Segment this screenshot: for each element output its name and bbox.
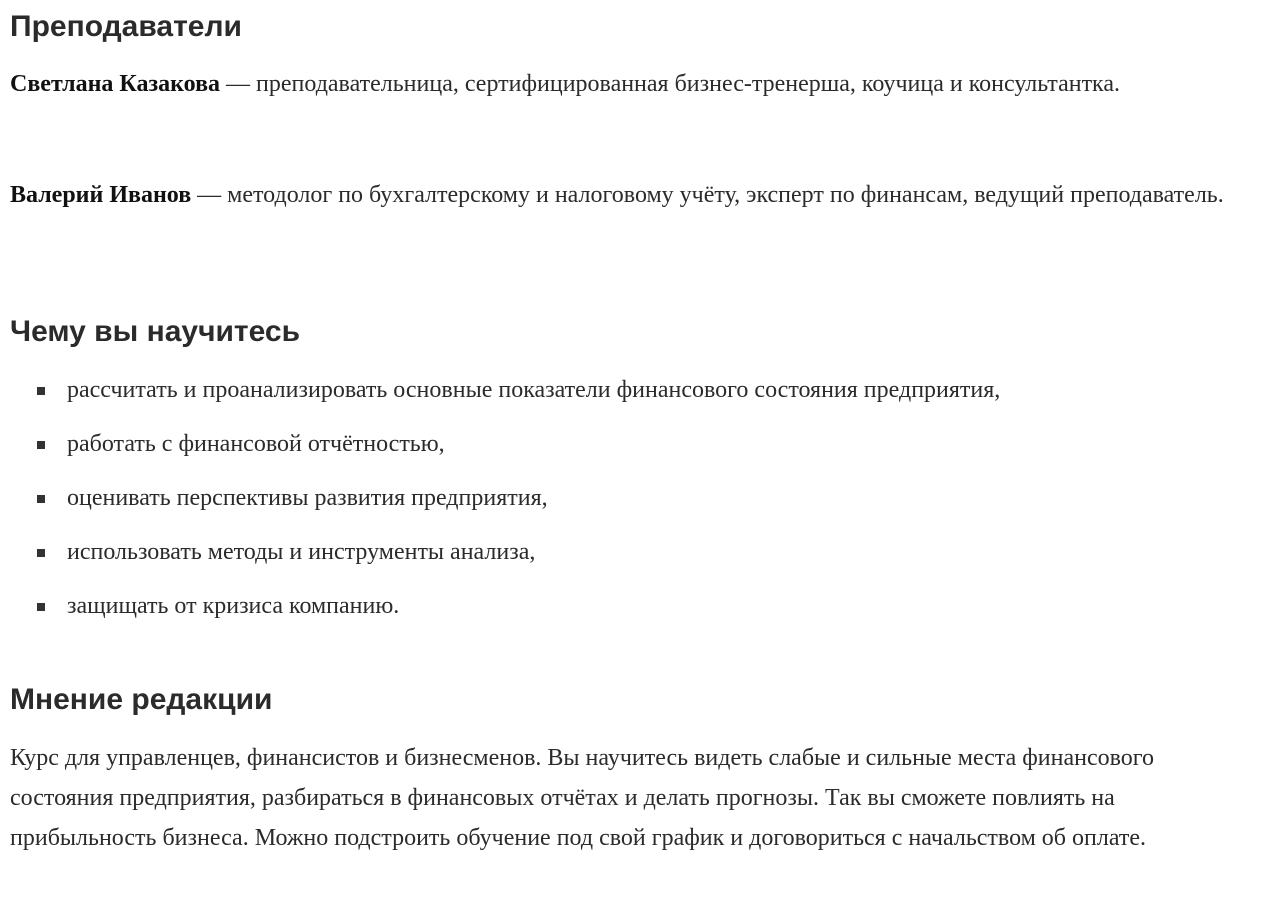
teacher-description: — методолог по бухгалтерскому и налоговому учёту, эксперт по финансам, ведущий преподаватель. xyxy=(191,182,1224,208)
opinion-heading: Мнение редакции xyxy=(10,683,273,716)
learn-list xyxy=(10,370,1265,640)
square-bullet-icon xyxy=(37,387,45,395)
learn-heading: Чему вы научитесь xyxy=(10,315,301,348)
list-item: защищать от кризиса компанию. xyxy=(10,586,1265,626)
square-bullet-icon xyxy=(37,495,45,503)
opinion-text: Курс для управленцев, финансистов и бизнесменов. Вы научитесь видеть слабые и сильные места финансового состояния предприятия, разбираться в финансовых отчётах и делать прогнозы. Так вы сможете повлиять на прибыльность бизнеса. Можно подстроить обучение под свой график и договориться с начальством об оплате. xyxy=(10,745,1155,851)
teachers-heading: Преподаватели xyxy=(10,10,242,43)
square-bullet-icon xyxy=(37,549,45,557)
list-item: работать с финансовой отчётностью, xyxy=(10,424,1265,464)
teacher-item xyxy=(10,175,1250,215)
list-item: рассчитать и проанализировать основные показатели финансового состояния предприятия, xyxy=(10,370,1265,410)
list-item: оценивать перспективы развития предприятия, xyxy=(10,478,1265,518)
square-bullet-icon xyxy=(37,603,45,611)
list-item: использовать методы и инструменты анализа, xyxy=(10,532,1265,572)
square-bullet-icon xyxy=(37,441,45,449)
teacher-item xyxy=(10,64,1250,104)
teacher-name: Валерий Иванов xyxy=(10,182,192,208)
teacher-name: Светлана Казакова xyxy=(10,71,221,97)
teacher-description: — преподавательница, сертифицированная бизнес-тренерша, коучица и консультантка. xyxy=(220,71,1120,97)
